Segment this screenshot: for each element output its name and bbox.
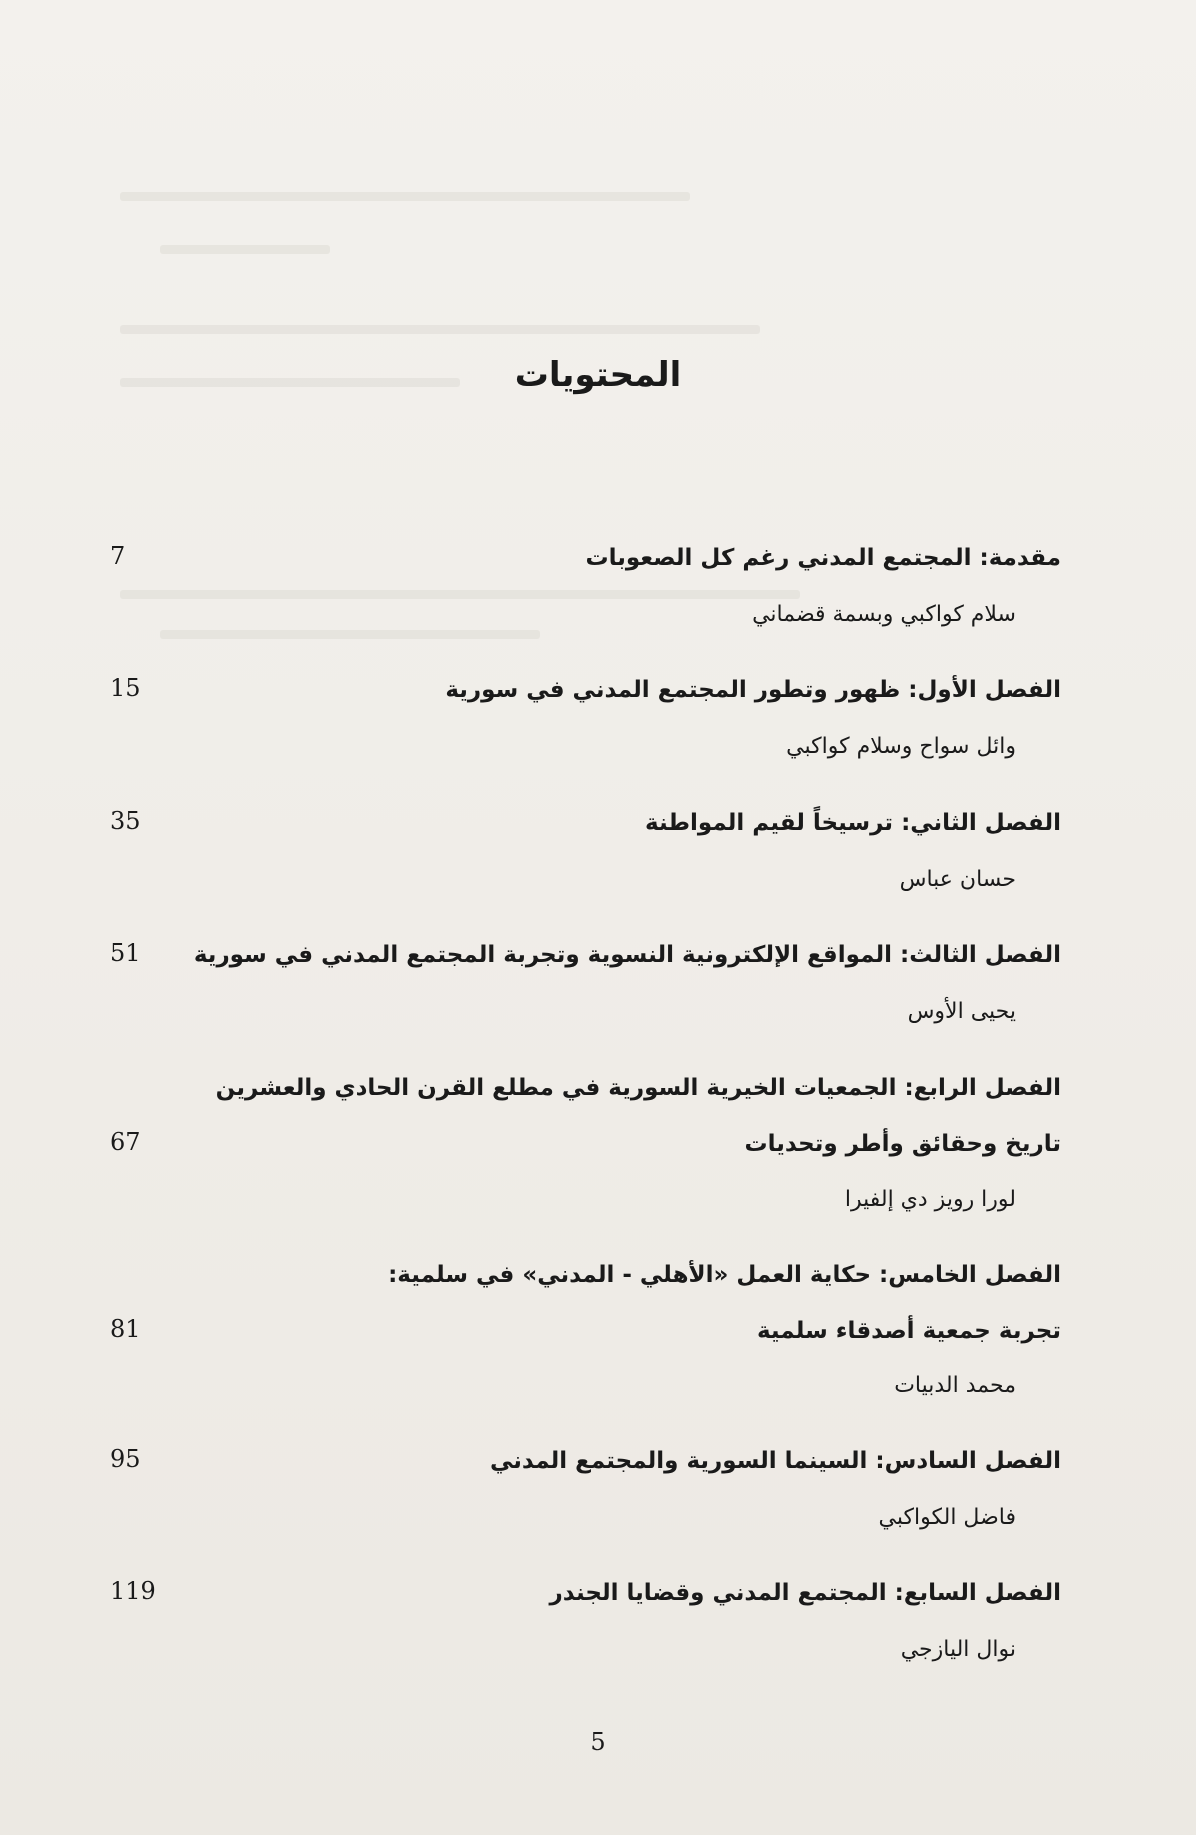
show-through-mark: [120, 325, 760, 334]
show-through-mark: [120, 192, 690, 201]
entry-page-number: 95: [110, 1445, 141, 1473]
entry-page-number: 81: [110, 1315, 141, 1343]
entry-author: محمد الدبيات: [894, 1373, 1016, 1398]
entry-page-number: 15: [110, 674, 141, 702]
entry-title-line: الفصل السادس: السينما السورية والمجتمع المدني: [490, 1448, 1061, 1474]
page-number-footer: 5: [590, 1728, 606, 1756]
show-through-mark: [160, 630, 540, 639]
entry-page-number: 67: [110, 1128, 141, 1156]
entry-title-line: الفصل الثالث: المواقع الإلكترونية النسوية وتجربة المجتمع المدني في سورية: [193, 942, 1061, 968]
entry-title-line: الفصل الخامس: حكاية العمل «الأهلي - المدني» في سلمية:: [388, 1262, 1061, 1288]
entry-author: لورا رويز دي إلفيرا: [844, 1187, 1016, 1212]
entry-page-number: 7: [110, 542, 126, 570]
entry-author: وائل سواح وسلام كواكبي: [786, 734, 1016, 759]
entry-page-number: 35: [110, 807, 141, 835]
entry-page-number: 51: [110, 939, 141, 967]
entry-title-line: الفصل السابع: المجتمع المدني وقضايا الجندر: [549, 1580, 1061, 1606]
entry-title-line: مقدمة: المجتمع المدني رغم كل الصعوبات: [585, 545, 1061, 571]
show-through-mark: [120, 590, 800, 599]
entry-title-line: تجربة جمعية أصدقاء سلمية: [756, 1318, 1061, 1344]
show-through-mark: [160, 245, 330, 254]
entry-author: سلام كواكبي وبسمة قضماني: [752, 602, 1016, 627]
page-title: المحتويات: [514, 355, 682, 395]
entry-author: نوال اليازجي: [900, 1637, 1016, 1662]
entry-title-line: الفصل الأول: ظهور وتطور المجتمع المدني في سورية: [445, 677, 1061, 703]
entry-author: حسان عباس: [899, 867, 1016, 892]
entry-title-line: تاريخ وحقائق وأطر وتحديات: [744, 1131, 1061, 1157]
entry-author: فاضل الكواكبي: [878, 1505, 1016, 1530]
entry-page-number: 119: [110, 1577, 156, 1605]
entry-author: يحيى الأوس: [907, 999, 1016, 1024]
entry-title-line: الفصل الثاني: ترسيخاً لقيم المواطنة: [645, 810, 1061, 836]
entry-title-line: الفصل الرابع: الجمعيات الخيرية السورية في مطلع القرن الحادي والعشرين: [215, 1075, 1061, 1101]
